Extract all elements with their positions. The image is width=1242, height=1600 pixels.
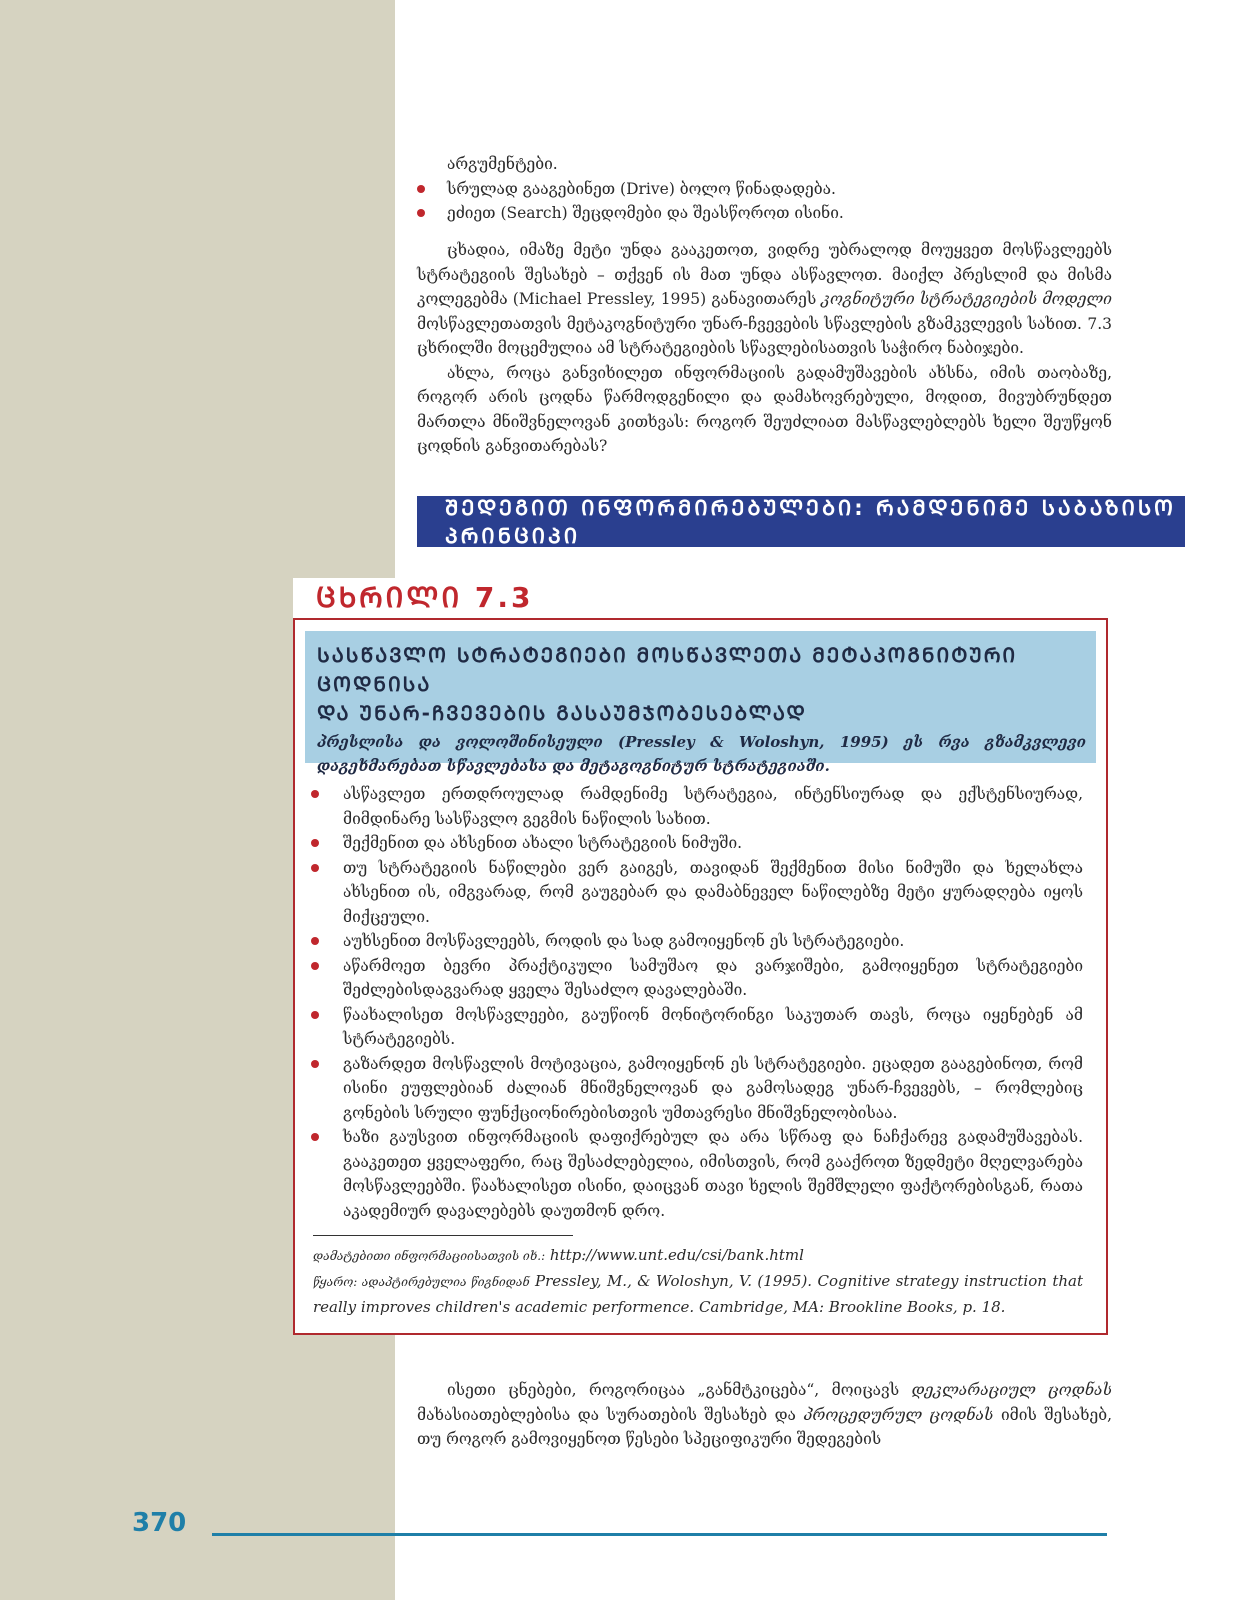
paragraph-emphasis: დეკლარაციულ ცოდნას bbox=[911, 1381, 1113, 1399]
paragraph-text: ცხადია, იმაზე მეტი უნდა გააკეთოთ, ვიდრე უბრალოდ მოუყვეთ მოსწავლეებს სტრატეგიის შესახებ – თქვენ ის მათ უნდა ასწავლოთ. მაიქლ პრესლიმ და მისმა კოლეგებმა (Michael Pressley, 1995) განავითარეს bbox=[417, 241, 1112, 308]
list-item-text: სრულად გააგებინეთ (Drive) ბოლო წინადადება. bbox=[447, 179, 836, 198]
body-paragraphs bbox=[417, 238, 1112, 459]
list-item bbox=[417, 177, 1112, 202]
table-label: ᲪᲮᲠᲘᲚᲘ 7.3 bbox=[316, 581, 534, 614]
notes-divider bbox=[313, 1235, 573, 1236]
list-item bbox=[343, 1003, 1083, 1052]
paragraph-text: მახასიათებლებისა და სურათების შესახებ და bbox=[417, 1405, 804, 1424]
table-subtitle: პრესლისა და ვოლოშინისეული (Pressley & Woloshyn, 1995) ეს რვა გზამკვლევი დაგეხმარებათ სწავლებასა და მეტაგოგნიტურ სტრატეგიაში. bbox=[317, 733, 1086, 775]
page-number: 370 bbox=[132, 1508, 187, 1538]
strategy-list bbox=[343, 782, 1083, 1223]
bullet-dot-icon bbox=[311, 864, 319, 872]
bullet-dot-icon bbox=[311, 962, 319, 970]
list-item-text: აუხსენით მოსწავლეებს, როდის და სად გამოიყენონ ეს სტრატეგიები. bbox=[343, 932, 905, 950]
list-item-text: წაახალისეთ მოსწავლეები, გაუწიონ მონიტორინგი საკუთარ თავს, როცა იყენებენ ამ სტრატეგიებს. bbox=[343, 1005, 1083, 1048]
paragraph: ახლა, როცა განვიხილეთ ინფორმაციის გადამუშავების ახსნა, იმის თაობაზე, როგორ არის ცოდნა წარმოდგენილი და დამახოვრებული, მოდით, მივუბრუნდეთ მართლა მნიშვნელოვან კითხვას: როგორ შეუძლიათ მასწავლებლებს ხელი შეუწყონ ცოდნის განვითარებას? bbox=[417, 363, 1112, 455]
list-item-text: ასწავლეთ ერთდროულად რამდენიმე სტრატეგია, ინტენსიურად და ექსტენსიურად, მიმდინარე სასწავლო გეგმის ნაწილის სახით. bbox=[343, 785, 1083, 828]
list-item bbox=[343, 1125, 1083, 1223]
section-heading: ᲨᲔᲓᲔᲒᲘᲗ ᲘᲜᲤᲝᲠᲛᲘᲠᲔᲑᲣᲚᲔᲑᲘ: ᲠᲐᲛᲓᲔᲜᲘᲛᲔ ᲡᲐᲑᲐᲖᲘᲡᲝ ᲞᲠᲘᲜᲪᲘᲞᲘ bbox=[417, 496, 1185, 547]
table-title-line: ᲓᲐ ᲣᲜᲐᲠ-ᲩᲕᲔᲕᲔᲑᲘᲡ ᲒᲐᲡᲐᲣᲛᲯᲝᲑᲔᲡᲔᲑᲚᲐᲓ bbox=[317, 701, 807, 725]
list-item bbox=[343, 782, 1083, 831]
list-item-text: ხაზი გაუსვით ინფორმაციის დაფიქრებულ და არა სწრაფ და ნაჩქარევ გადამუშავებას. გააკეთეთ ყველაფერი, რაც შესაძლებელია, იმისთვის, რომ გააქროთ ზედმეტი მღელვარება მოსწავლეებში. წაახალისეთ ისინი, დაიცვან თავი ხელის შემშლელი ფაქტორებისგან, რათა აკადემიურ დავალებებს დაუთმონ დრო. bbox=[343, 1128, 1083, 1220]
intro-list bbox=[417, 152, 1112, 226]
list-item bbox=[343, 1052, 1083, 1126]
bullet-dot-icon bbox=[311, 839, 319, 847]
list-item bbox=[343, 856, 1083, 930]
bullet-dot-icon bbox=[311, 937, 319, 945]
bullet-dot-icon bbox=[417, 185, 425, 193]
list-item-text: ეძიეთ (Search) შეცდომები და შეასწოროთ ისინი. bbox=[447, 204, 844, 222]
list-item-text: გაზარდეთ მოსწავლის მოტივაცია, გამოიყენონ ეს სტრატეგიები. ეცადეთ გააგებინოთ, რომ ისინი ეუფლებიან ძალიან მნიშვნელოვან და გამოსადეგ უნარ-ჩვევებს, – რომლებიც გონების სრული ფუნქციონირებისთვის უმთავრესი მნიშვნელობისაა. bbox=[343, 1054, 1083, 1122]
list-item bbox=[343, 954, 1083, 1003]
table-box bbox=[293, 618, 1108, 1335]
table-notes bbox=[313, 1243, 1083, 1320]
note-url[interactable]: http://www.unt.edu/csi/bank.html bbox=[549, 1246, 804, 1264]
closing-paragraph bbox=[417, 1378, 1112, 1452]
bullet-dot-icon bbox=[417, 209, 425, 217]
list-continuation: არგუმენტები. bbox=[447, 155, 558, 173]
paragraph-emphasis: კოგნიტური სტრატეგიების მოდელი bbox=[821, 290, 1112, 308]
note-citation: Pressley, M., & Woloshyn, V. (1995). Cognitive strategy instruction that really improves children's academic performence. Cambridge, MA: Brookline Books, p. 18. bbox=[313, 1272, 1083, 1316]
bullet-dot-icon bbox=[311, 790, 319, 798]
list-item-text: შექმენით და ახსენით ახალი სტრატეგიის ნიმუში. bbox=[343, 834, 743, 852]
bullet-dot-icon bbox=[311, 1133, 319, 1141]
list-item bbox=[343, 831, 1083, 856]
paragraph-text: მოსწავლეთათვის მეტაკოგნიტური უნარ-ჩვევების სწავლების გზამკვლევის სახით. 7.3 ცხრილში მოცემულია ამ სტრატეგიების სწავლებისათვის საჭირო ნაბიჯები. bbox=[417, 314, 1112, 357]
list-item-text: აწარმოეთ ბევრი პრაქტიკული სამუშაო და ვარჯიშები, გამოიყენეთ სტრატეგიები შეძლებისდაგვარად ყველა შესაძლო დავალებაში. bbox=[343, 956, 1083, 999]
bullet-dot-icon bbox=[311, 1011, 319, 1019]
note-source bbox=[313, 1269, 1083, 1320]
list-item bbox=[417, 201, 1112, 226]
note-prefix: დამატებითი ინფორმაციისათვის იხ.: bbox=[313, 1249, 546, 1263]
note-further-info bbox=[313, 1243, 1083, 1269]
paragraph bbox=[417, 238, 1112, 361]
paragraph-text: იმის შესახებ, თუ როგორ გამოვიყენოთ წესები სპეციფიკური შედეგების bbox=[417, 1405, 1112, 1448]
bullet-dot-icon bbox=[311, 1060, 319, 1068]
paragraph bbox=[417, 1378, 1112, 1452]
paragraph-text: ისეთი ცნებები, როგორიცაა „განმტკიცება“, მოიცავს bbox=[447, 1381, 912, 1399]
list-item bbox=[343, 929, 1083, 954]
table-header bbox=[305, 631, 1096, 775]
table-title-line: ᲡᲐᲡᲬᲐᲕᲚᲝ ᲡᲢᲠᲐᲢᲔᲒᲘᲔᲑᲘ ᲛᲝᲡᲬᲐᲕᲚᲔᲗᲐ ᲛᲔᲢᲐᲙᲝᲒᲜᲘᲢᲣᲠᲘ ᲪᲝᲓᲜᲘᲡᲐ bbox=[317, 643, 1018, 696]
list-item-text: თუ სტრატეგიის ნაწილები ვერ გაიგეს, თავიდან შექმენით მისი ნიმუში და ხელახლა ახსენით ის, იმგვარად, რომ გაუგებარ და დამაბნეველ ნაწილებზე მეტი ყურადღება იყოს მიქცეული. bbox=[343, 858, 1083, 926]
footer-rule bbox=[212, 1533, 1107, 1536]
note-prefix: წყარო: ადაპტირებულია წიგნიდან bbox=[313, 1275, 530, 1289]
paragraph-emphasis: პროცედურულ ცოდნას bbox=[803, 1405, 994, 1424]
